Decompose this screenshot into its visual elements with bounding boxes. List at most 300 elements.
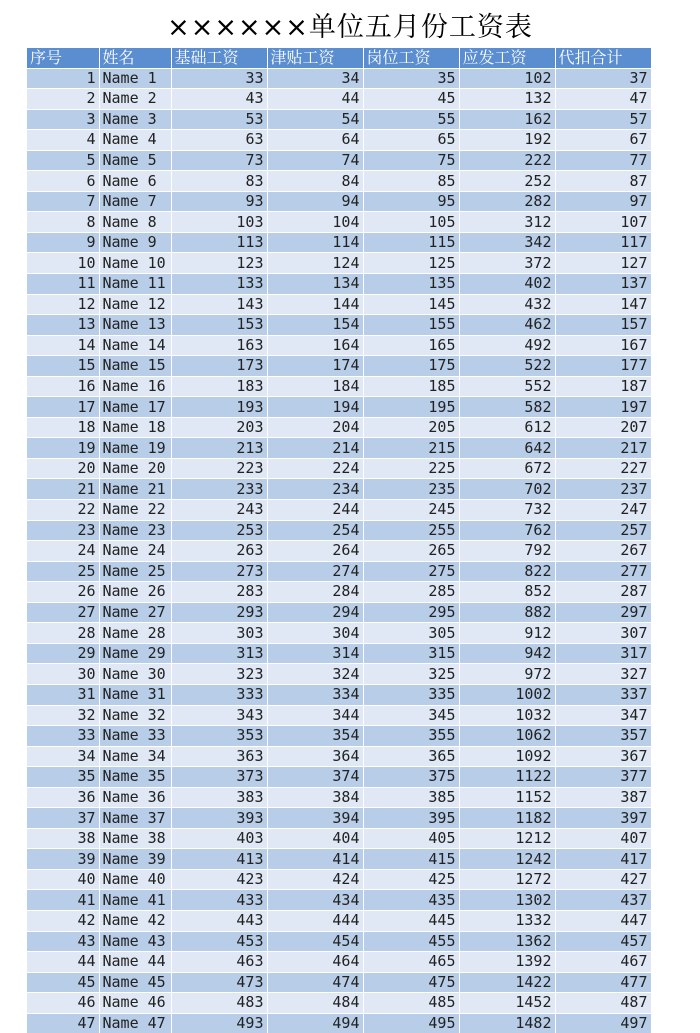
cell-index: 5	[27, 150, 99, 171]
cell-deductions: 217	[555, 438, 651, 459]
cell-allowance: 344	[267, 705, 363, 726]
cell-index: 20	[27, 458, 99, 479]
cell-name: Name 11	[99, 274, 171, 295]
cell-name: Name 10	[99, 253, 171, 274]
cell-gross-salary: 792	[459, 541, 555, 562]
cell-position-salary: 475	[363, 972, 459, 993]
cell-gross-salary: 1122	[459, 767, 555, 788]
cell-deductions: 467	[555, 952, 651, 973]
cell-gross-salary: 522	[459, 356, 555, 377]
cell-deductions: 417	[555, 849, 651, 870]
cell-allowance: 154	[267, 315, 363, 336]
cell-allowance: 454	[267, 931, 363, 952]
cell-name: Name 36	[99, 787, 171, 808]
cell-name: Name 20	[99, 458, 171, 479]
cell-name: Name 25	[99, 561, 171, 582]
cell-gross-salary: 972	[459, 664, 555, 685]
cell-base-salary: 133	[171, 274, 267, 295]
cell-index: 46	[27, 993, 99, 1014]
cell-name: Name 33	[99, 726, 171, 747]
cell-deductions: 317	[555, 643, 651, 664]
cell-allowance: 84	[267, 171, 363, 192]
table-row	[27, 253, 651, 274]
cell-allowance: 284	[267, 582, 363, 603]
table-row	[27, 417, 651, 438]
cell-gross-salary: 702	[459, 479, 555, 500]
cell-name: Name 42	[99, 910, 171, 931]
cell-position-salary: 175	[363, 356, 459, 377]
cell-index: 17	[27, 397, 99, 418]
table-row	[27, 541, 651, 562]
cell-deductions: 347	[555, 705, 651, 726]
cell-allowance: 274	[267, 561, 363, 582]
cell-name: Name 28	[99, 623, 171, 644]
cell-index: 13	[27, 315, 99, 336]
cell-gross-salary: 942	[459, 643, 555, 664]
cell-allowance: 444	[267, 910, 363, 931]
cell-base-salary: 193	[171, 397, 267, 418]
table-row	[27, 356, 651, 377]
header-allowance: 津贴工资	[267, 48, 363, 68]
cell-gross-salary: 1452	[459, 993, 555, 1014]
table-row	[27, 726, 651, 747]
cell-position-salary: 165	[363, 335, 459, 356]
cell-deductions: 47	[555, 89, 651, 110]
cell-name: Name 3	[99, 109, 171, 130]
cell-deductions: 247	[555, 500, 651, 521]
cell-index: 33	[27, 726, 99, 747]
cell-index: 43	[27, 931, 99, 952]
cell-allowance: 234	[267, 479, 363, 500]
cell-gross-salary: 492	[459, 335, 555, 356]
table-row	[27, 664, 651, 685]
table-row	[27, 746, 651, 767]
cell-index: 31	[27, 684, 99, 705]
cell-name: Name 40	[99, 869, 171, 890]
cell-name: Name 17	[99, 397, 171, 418]
cell-deductions: 397	[555, 808, 651, 829]
cell-allowance: 34	[267, 68, 363, 89]
cell-base-salary: 153	[171, 315, 267, 336]
cell-base-salary: 423	[171, 869, 267, 890]
cell-allowance: 474	[267, 972, 363, 993]
cell-gross-salary: 372	[459, 253, 555, 274]
cell-base-salary: 123	[171, 253, 267, 274]
table-row	[27, 315, 651, 336]
cell-base-salary: 293	[171, 602, 267, 623]
cell-base-salary: 303	[171, 623, 267, 644]
cell-deductions: 287	[555, 582, 651, 603]
table-header-row	[27, 48, 651, 68]
cell-name: Name 34	[99, 746, 171, 767]
cell-index: 35	[27, 767, 99, 788]
cell-allowance: 144	[267, 294, 363, 315]
table-row	[27, 89, 651, 110]
cell-base-salary: 443	[171, 910, 267, 931]
cell-gross-salary: 432	[459, 294, 555, 315]
cell-deductions: 227	[555, 458, 651, 479]
cell-gross-salary: 282	[459, 191, 555, 212]
cell-index: 42	[27, 910, 99, 931]
cell-allowance: 434	[267, 890, 363, 911]
cell-name: Name 35	[99, 767, 171, 788]
cell-position-salary: 135	[363, 274, 459, 295]
cell-name: Name 15	[99, 356, 171, 377]
cell-position-salary: 405	[363, 828, 459, 849]
cell-base-salary: 493	[171, 1013, 267, 1033]
cell-allowance: 494	[267, 1013, 363, 1033]
cell-deductions: 357	[555, 726, 651, 747]
cell-deductions: 237	[555, 479, 651, 500]
cell-index: 3	[27, 109, 99, 130]
table-row	[27, 150, 651, 171]
cell-allowance: 124	[267, 253, 363, 274]
cell-name: Name 38	[99, 828, 171, 849]
cell-name: Name 5	[99, 150, 171, 171]
cell-base-salary: 163	[171, 335, 267, 356]
cell-position-salary: 425	[363, 869, 459, 890]
cell-name: Name 41	[99, 890, 171, 911]
cell-gross-salary: 1482	[459, 1013, 555, 1033]
cell-deductions: 97	[555, 191, 651, 212]
cell-gross-salary: 1152	[459, 787, 555, 808]
cell-deductions: 87	[555, 171, 651, 192]
cell-index: 39	[27, 849, 99, 870]
cell-allowance: 384	[267, 787, 363, 808]
cell-position-salary: 195	[363, 397, 459, 418]
page-title: ××××××单位五月份工资表	[167, 12, 533, 43]
cell-gross-salary: 222	[459, 150, 555, 171]
cell-index: 9	[27, 232, 99, 253]
table-row	[27, 705, 651, 726]
cell-base-salary: 173	[171, 356, 267, 377]
cell-position-salary: 495	[363, 1013, 459, 1033]
cell-deductions: 177	[555, 356, 651, 377]
cell-allowance: 484	[267, 993, 363, 1014]
cell-name: Name 46	[99, 993, 171, 1014]
table-row	[27, 849, 651, 870]
cell-deductions: 37	[555, 68, 651, 89]
header-base-salary: 基础工资	[171, 48, 267, 68]
cell-gross-salary: 1272	[459, 869, 555, 890]
cell-name: Name 45	[99, 972, 171, 993]
header-name: 姓名	[99, 48, 171, 68]
cell-position-salary: 145	[363, 294, 459, 315]
cell-gross-salary: 462	[459, 315, 555, 336]
cell-position-salary: 465	[363, 952, 459, 973]
cell-gross-salary: 1182	[459, 808, 555, 829]
cell-index: 18	[27, 417, 99, 438]
cell-index: 34	[27, 746, 99, 767]
cell-gross-salary: 1212	[459, 828, 555, 849]
cell-index: 27	[27, 602, 99, 623]
table-row	[27, 972, 651, 993]
table-row	[27, 602, 651, 623]
cell-index: 37	[27, 808, 99, 829]
cell-name: Name 22	[99, 500, 171, 521]
cell-index: 4	[27, 130, 99, 151]
cell-deductions: 187	[555, 376, 651, 397]
cell-deductions: 297	[555, 602, 651, 623]
cell-base-salary: 223	[171, 458, 267, 479]
cell-position-salary: 485	[363, 993, 459, 1014]
cell-index: 26	[27, 582, 99, 603]
cell-base-salary: 373	[171, 767, 267, 788]
cell-index: 16	[27, 376, 99, 397]
cell-index: 23	[27, 520, 99, 541]
cell-position-salary: 85	[363, 171, 459, 192]
cell-deductions: 307	[555, 623, 651, 644]
cell-base-salary: 53	[171, 109, 267, 130]
cell-deductions: 377	[555, 767, 651, 788]
cell-allowance: 254	[267, 520, 363, 541]
cell-deductions: 57	[555, 109, 651, 130]
cell-name: Name 19	[99, 438, 171, 459]
cell-position-salary: 35	[363, 68, 459, 89]
cell-index: 14	[27, 335, 99, 356]
table-row	[27, 1013, 651, 1033]
cell-base-salary: 273	[171, 561, 267, 582]
cell-base-salary: 453	[171, 931, 267, 952]
cell-allowance: 64	[267, 130, 363, 151]
cell-gross-salary: 1362	[459, 931, 555, 952]
table-row	[27, 828, 651, 849]
cell-name: Name 9	[99, 232, 171, 253]
cell-allowance: 304	[267, 623, 363, 644]
cell-deductions: 117	[555, 232, 651, 253]
table-row	[27, 335, 651, 356]
cell-position-salary: 305	[363, 623, 459, 644]
cell-gross-salary: 612	[459, 417, 555, 438]
cell-name: Name 44	[99, 952, 171, 973]
cell-deductions: 457	[555, 931, 651, 952]
cell-base-salary: 463	[171, 952, 267, 973]
cell-base-salary: 33	[171, 68, 267, 89]
cell-name: Name 1	[99, 68, 171, 89]
cell-gross-salary: 252	[459, 171, 555, 192]
cell-position-salary: 125	[363, 253, 459, 274]
table-row	[27, 232, 651, 253]
cell-gross-salary: 1302	[459, 890, 555, 911]
cell-gross-salary: 192	[459, 130, 555, 151]
cell-index: 28	[27, 623, 99, 644]
cell-base-salary: 83	[171, 171, 267, 192]
cell-allowance: 404	[267, 828, 363, 849]
cell-deductions: 257	[555, 520, 651, 541]
cell-base-salary: 143	[171, 294, 267, 315]
cell-name: Name 21	[99, 479, 171, 500]
cell-deductions: 147	[555, 294, 651, 315]
cell-index: 1	[27, 68, 99, 89]
table-row	[27, 582, 651, 603]
cell-deductions: 367	[555, 746, 651, 767]
table-row	[27, 808, 651, 829]
cell-position-salary: 285	[363, 582, 459, 603]
cell-gross-salary: 1422	[459, 972, 555, 993]
cell-deductions: 267	[555, 541, 651, 562]
cell-deductions: 387	[555, 787, 651, 808]
cell-allowance: 184	[267, 376, 363, 397]
cell-gross-salary: 402	[459, 274, 555, 295]
cell-index: 10	[27, 253, 99, 274]
cell-allowance: 354	[267, 726, 363, 747]
cell-gross-salary: 1332	[459, 910, 555, 931]
cell-index: 12	[27, 294, 99, 315]
cell-name: Name 7	[99, 191, 171, 212]
cell-position-salary: 95	[363, 191, 459, 212]
cell-allowance: 374	[267, 767, 363, 788]
cell-index: 11	[27, 274, 99, 295]
cell-name: Name 26	[99, 582, 171, 603]
cell-base-salary: 203	[171, 417, 267, 438]
header-gross-salary: 应发工资	[459, 48, 555, 68]
cell-index: 30	[27, 664, 99, 685]
cell-name: Name 37	[99, 808, 171, 829]
cell-deductions: 137	[555, 274, 651, 295]
cell-base-salary: 323	[171, 664, 267, 685]
cell-position-salary: 185	[363, 376, 459, 397]
cell-index: 41	[27, 890, 99, 911]
cell-name: Name 39	[99, 849, 171, 870]
cell-index: 19	[27, 438, 99, 459]
cell-gross-salary: 162	[459, 109, 555, 130]
cell-gross-salary: 732	[459, 500, 555, 521]
cell-position-salary: 105	[363, 212, 459, 233]
cell-position-salary: 355	[363, 726, 459, 747]
cell-base-salary: 253	[171, 520, 267, 541]
cell-gross-salary: 1062	[459, 726, 555, 747]
cell-index: 21	[27, 479, 99, 500]
cell-position-salary: 65	[363, 130, 459, 151]
cell-gross-salary: 642	[459, 438, 555, 459]
table-row	[27, 952, 651, 973]
cell-deductions: 337	[555, 684, 651, 705]
cell-name: Name 4	[99, 130, 171, 151]
cell-gross-salary: 822	[459, 561, 555, 582]
cell-allowance: 464	[267, 952, 363, 973]
cell-base-salary: 283	[171, 582, 267, 603]
cell-position-salary: 375	[363, 767, 459, 788]
table-row	[27, 993, 651, 1014]
cell-index: 38	[27, 828, 99, 849]
cell-deductions: 477	[555, 972, 651, 993]
cell-base-salary: 353	[171, 726, 267, 747]
cell-base-salary: 93	[171, 191, 267, 212]
cell-index: 25	[27, 561, 99, 582]
cell-allowance: 264	[267, 541, 363, 562]
cell-gross-salary: 582	[459, 397, 555, 418]
cell-index: 44	[27, 952, 99, 973]
cell-position-salary: 415	[363, 849, 459, 870]
cell-deductions: 157	[555, 315, 651, 336]
cell-position-salary: 215	[363, 438, 459, 459]
cell-gross-salary: 102	[459, 68, 555, 89]
cell-allowance: 114	[267, 232, 363, 253]
cell-allowance: 74	[267, 150, 363, 171]
cell-index: 45	[27, 972, 99, 993]
table-row	[27, 890, 651, 911]
cell-name: Name 32	[99, 705, 171, 726]
table-row	[27, 643, 651, 664]
table-row	[27, 274, 651, 295]
cell-gross-salary: 912	[459, 623, 555, 644]
cell-allowance: 314	[267, 643, 363, 664]
cell-base-salary: 483	[171, 993, 267, 1014]
cell-name: Name 13	[99, 315, 171, 336]
cell-position-salary: 365	[363, 746, 459, 767]
cell-allowance: 194	[267, 397, 363, 418]
table-row	[27, 212, 651, 233]
cell-position-salary: 245	[363, 500, 459, 521]
table-row	[27, 294, 651, 315]
cell-index: 22	[27, 500, 99, 521]
cell-index: 7	[27, 191, 99, 212]
cell-gross-salary: 1392	[459, 952, 555, 973]
cell-base-salary: 393	[171, 808, 267, 829]
cell-position-salary: 255	[363, 520, 459, 541]
cell-base-salary: 113	[171, 232, 267, 253]
table-row	[27, 479, 651, 500]
cell-name: Name 43	[99, 931, 171, 952]
cell-position-salary: 45	[363, 89, 459, 110]
cell-base-salary: 343	[171, 705, 267, 726]
cell-base-salary: 233	[171, 479, 267, 500]
header-deductions: 代扣合计	[555, 48, 651, 68]
cell-deductions: 407	[555, 828, 651, 849]
cell-gross-salary: 1092	[459, 746, 555, 767]
cell-index: 2	[27, 89, 99, 110]
cell-allowance: 424	[267, 869, 363, 890]
cell-base-salary: 433	[171, 890, 267, 911]
cell-allowance: 364	[267, 746, 363, 767]
cell-allowance: 44	[267, 89, 363, 110]
cell-deductions: 67	[555, 130, 651, 151]
table-row	[27, 910, 651, 931]
cell-base-salary: 383	[171, 787, 267, 808]
cell-name: Name 23	[99, 520, 171, 541]
cell-position-salary: 385	[363, 787, 459, 808]
cell-name: Name 31	[99, 684, 171, 705]
cell-name: Name 16	[99, 376, 171, 397]
cell-name: Name 29	[99, 643, 171, 664]
cell-deductions: 127	[555, 253, 651, 274]
cell-position-salary: 455	[363, 931, 459, 952]
table-row	[27, 130, 651, 151]
cell-index: 24	[27, 541, 99, 562]
table-row	[27, 520, 651, 541]
cell-position-salary: 55	[363, 109, 459, 130]
cell-index: 36	[27, 787, 99, 808]
cell-deductions: 277	[555, 561, 651, 582]
table-row	[27, 869, 651, 890]
cell-position-salary: 155	[363, 315, 459, 336]
cell-name: Name 6	[99, 171, 171, 192]
cell-base-salary: 363	[171, 746, 267, 767]
cell-gross-salary: 672	[459, 458, 555, 479]
cell-allowance: 414	[267, 849, 363, 870]
table-row	[27, 68, 651, 89]
cell-allowance: 294	[267, 602, 363, 623]
cell-allowance: 104	[267, 212, 363, 233]
cell-gross-salary: 132	[459, 89, 555, 110]
cell-name: Name 14	[99, 335, 171, 356]
cell-deductions: 77	[555, 150, 651, 171]
cell-base-salary: 313	[171, 643, 267, 664]
cell-gross-salary: 762	[459, 520, 555, 541]
cell-base-salary: 243	[171, 500, 267, 521]
cell-base-salary: 183	[171, 376, 267, 397]
table-body	[27, 68, 651, 1033]
